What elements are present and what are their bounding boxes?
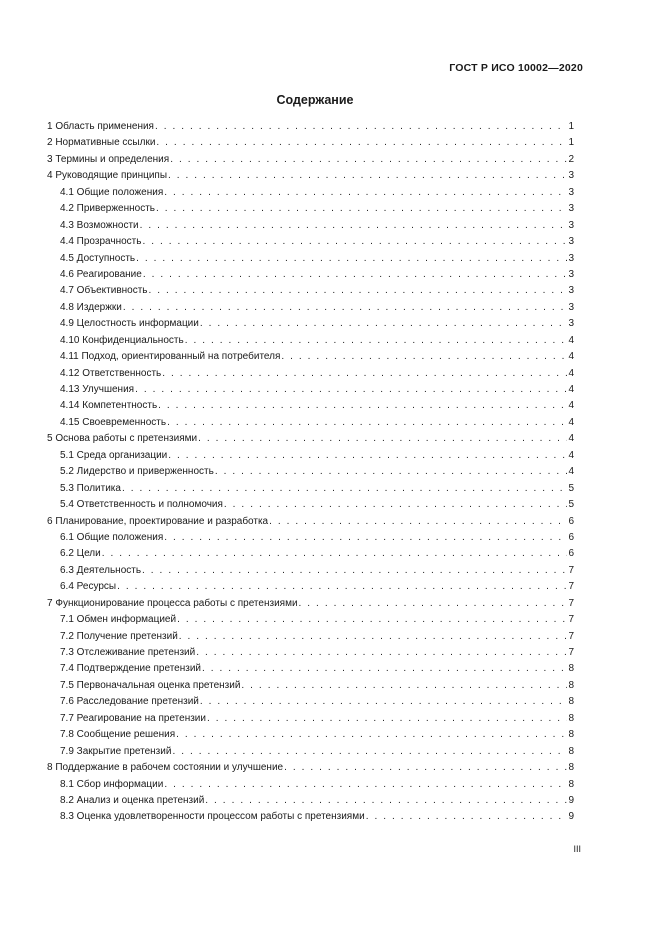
toc-entry-page: 6 — [568, 515, 574, 527]
toc-entry-page: 8 — [568, 778, 574, 790]
toc-entry[interactable] — [47, 711, 574, 727]
toc-dot-leader — [142, 563, 567, 579]
toc-entry[interactable] — [47, 283, 574, 299]
toc-entry-page: 7 — [568, 630, 574, 642]
toc-entry-page: 8 — [568, 696, 574, 708]
toc-entry-label: 7.1 Обмен информацией — [60, 614, 177, 626]
toc-dot-leader — [164, 777, 567, 793]
toc-entry-page: 3 — [568, 219, 574, 231]
toc-dot-leader — [200, 694, 568, 710]
toc-entry-page: 4 — [568, 384, 574, 395]
toc-entry-page: 5 — [568, 499, 574, 511]
toc-entry[interactable] — [47, 793, 574, 809]
toc-entry[interactable] — [47, 448, 574, 464]
toc-entry-page: 8 — [568, 663, 574, 675]
toc-entry-page: 3 — [568, 236, 574, 248]
toc-entry[interactable] — [47, 415, 574, 431]
toc-entry[interactable] — [47, 596, 574, 612]
toc-dot-leader — [200, 316, 568, 332]
toc-entry[interactable] — [47, 218, 574, 234]
toc-dot-leader — [366, 809, 568, 825]
toc-dot-leader — [164, 185, 567, 201]
toc-entry[interactable] — [47, 300, 574, 316]
toc-entry[interactable] — [47, 152, 574, 168]
toc-entry-page: 1 — [568, 121, 574, 132]
toc-dot-leader — [224, 497, 568, 513]
toc-entry[interactable] — [47, 661, 574, 677]
toc-entry-page: 8 — [568, 762, 574, 774]
toc-entry-label: 1 Область применения — [47, 121, 154, 132]
toc-entry-label: 4.11 Подход, ориентированный на потребителя — [60, 351, 281, 363]
toc-entry[interactable] — [47, 563, 574, 579]
toc-entry-label: 5.4 Ответственность и полномочия — [60, 499, 223, 511]
toc-entry-label: 7.6 Расследование претензий — [60, 696, 199, 708]
toc-entry-label: 4.15 Своевременность — [60, 416, 167, 428]
toc-entry-label: 4.5 Доступность — [60, 252, 136, 264]
toc-entry[interactable] — [47, 744, 574, 760]
toc-entry-label: 4.8 Издержки — [60, 301, 122, 313]
toc-entry-page: 3 — [568, 170, 574, 182]
toc-entry[interactable] — [47, 382, 574, 398]
toc-entry-page: 7 — [568, 647, 574, 658]
toc-entry-label: 7 Функционирование процесса работы с претензиями — [47, 597, 298, 609]
document-code-header: ГОСТ Р ИСО 10002—2020 — [449, 62, 583, 74]
toc-dot-leader — [215, 464, 568, 480]
toc-dot-leader — [284, 760, 567, 776]
toc-entry[interactable] — [47, 530, 574, 546]
toc-entry-label: 2 Нормативные ссылки — [47, 137, 156, 149]
toc-entry[interactable] — [47, 168, 574, 184]
toc-entry[interactable] — [47, 234, 574, 250]
toc-entry-label: 4.2 Приверженность — [60, 203, 155, 215]
table-of-contents — [47, 119, 574, 826]
toc-entry-page: 2 — [568, 153, 574, 165]
toc-entry-page: 1 — [568, 137, 574, 149]
toc-entry-page: 7 — [568, 581, 574, 593]
toc-dot-leader — [102, 546, 568, 562]
toc-dot-leader — [122, 481, 567, 497]
toc-entry-label: 4.1 Общие положения — [60, 186, 164, 198]
toc-entry-label: 7.3 Отслеживание претензий — [60, 647, 196, 658]
page-title: Содержание — [276, 93, 354, 107]
toc-dot-leader — [172, 744, 567, 760]
toc-entry[interactable] — [47, 612, 574, 628]
toc-dot-leader — [269, 514, 567, 530]
toc-entry[interactable] — [47, 678, 574, 694]
toc-entry-label: 4.13 Улучшения — [60, 384, 135, 395]
toc-entry-label: 8 Поддержание в рабочем состоянии и улучшение — [47, 762, 284, 774]
toc-entry-label: 6 Планирование, проектирование и разработка — [47, 515, 269, 527]
toc-entry-label: 7.7 Реагирование на претензии — [60, 712, 206, 724]
toc-entry[interactable] — [47, 185, 574, 201]
toc-entry[interactable] — [47, 464, 574, 480]
toc-entry[interactable] — [47, 398, 574, 414]
toc-entry-label: 6.1 Общие положения — [60, 531, 164, 543]
toc-entry-page: 4 — [568, 416, 574, 428]
toc-entry-page: 6 — [568, 548, 574, 560]
toc-dot-leader — [168, 448, 567, 464]
toc-entry-page: 7 — [568, 564, 574, 576]
toc-dot-leader — [241, 678, 567, 694]
toc-entry-page: 4 — [568, 400, 574, 412]
toc-entry-label: 7.9 Закрытие претензий — [60, 745, 172, 757]
toc-entry-page: 3 — [568, 203, 574, 215]
toc-entry-label: 8.3 Оценка удовлетворенности процессом работы с претензиями — [60, 811, 365, 823]
toc-dot-leader — [158, 398, 567, 414]
toc-entry-label: 5.1 Среда организации — [60, 449, 168, 461]
toc-entry-page: 3 — [568, 285, 574, 297]
toc-dot-leader — [143, 267, 568, 283]
toc-entry-label: 4.4 Прозрачность — [60, 236, 142, 248]
toc-entry-page: 9 — [568, 811, 574, 823]
toc-entry-page: 7 — [568, 597, 574, 609]
toc-entry-page: 7 — [568, 614, 574, 626]
toc-dot-leader — [135, 382, 567, 398]
toc-entry-label: 5.3 Политика — [60, 482, 121, 494]
toc-entry[interactable] — [47, 727, 574, 743]
toc-entry-label: 6.4 Ресурсы — [60, 581, 117, 593]
toc-dot-leader — [205, 793, 567, 809]
toc-entry[interactable] — [47, 579, 574, 595]
toc-entry[interactable] — [47, 809, 574, 825]
toc-entry[interactable] — [47, 201, 574, 217]
toc-dot-leader — [202, 661, 567, 677]
toc-dot-leader — [117, 579, 567, 595]
toc-entry[interactable] — [47, 645, 574, 661]
toc-entry-page: 3 — [568, 268, 574, 280]
toc-entry[interactable] — [47, 431, 574, 447]
toc-dot-leader — [140, 218, 568, 234]
toc-entry-page: 8 — [568, 679, 574, 691]
toc-dot-leader — [123, 300, 568, 316]
toc-entry-page: 4 — [568, 466, 574, 478]
toc-entry-label: 4.12 Ответственность — [60, 367, 162, 379]
toc-dot-leader — [196, 645, 567, 661]
toc-dot-leader — [155, 119, 567, 135]
toc-entry[interactable] — [47, 760, 574, 776]
toc-entry[interactable] — [47, 366, 574, 382]
toc-entry-label: 4 Руководящие принципы — [47, 170, 168, 182]
toc-dot-leader — [207, 711, 567, 727]
toc-entry[interactable] — [47, 694, 574, 710]
toc-entry[interactable] — [47, 514, 574, 530]
toc-entry-label: 7.2 Получение претензий — [60, 630, 178, 642]
toc-entry-page: 3 — [568, 186, 574, 198]
toc-dot-leader — [170, 152, 567, 168]
toc-dot-leader — [162, 366, 567, 382]
toc-entry[interactable] — [47, 497, 574, 513]
toc-entry-label: 4.10 Конфиденциальность — [60, 334, 184, 346]
toc-entry-page: 4 — [568, 334, 574, 346]
toc-entry[interactable] — [47, 333, 574, 349]
toc-dot-leader — [177, 612, 567, 628]
toc-entry-label: 6.2 Цели — [60, 548, 101, 560]
toc-dot-leader — [136, 251, 567, 267]
toc-entry-page: 3 — [568, 301, 574, 313]
toc-entry-page: 4 — [568, 351, 574, 363]
toc-dot-leader — [198, 431, 567, 447]
toc-entry-label: 8.1 Сбор информации — [60, 778, 164, 790]
toc-entry-label: 5.2 Лидерство и приверженность — [60, 466, 214, 478]
toc-dot-leader — [156, 201, 567, 217]
toc-dot-leader — [176, 727, 567, 743]
toc-entry[interactable] — [47, 119, 574, 135]
toc-entry[interactable] — [47, 546, 574, 562]
toc-entry-label: 4.3 Возможности — [60, 219, 139, 231]
toc-entry-page: 9 — [568, 794, 574, 806]
toc-dot-leader — [164, 530, 567, 546]
toc-entry[interactable] — [47, 267, 574, 283]
toc-entry-page: 3 — [568, 318, 574, 330]
toc-entry[interactable] — [47, 316, 574, 332]
toc-entry-page: 4 — [568, 449, 574, 461]
toc-entry-label: 4.7 Объективность — [60, 285, 148, 297]
toc-entry-label: 7.4 Подтверждение претензий — [60, 663, 201, 675]
toc-entry-page: 8 — [568, 745, 574, 757]
toc-entry[interactable] — [47, 135, 574, 151]
toc-dot-leader — [168, 168, 567, 184]
toc-entry-label: 5 Основа работы с претензиями — [47, 433, 198, 445]
toc-entry-page: 3 — [568, 252, 574, 264]
toc-entry-page: 8 — [568, 729, 574, 741]
toc-entry-label: 6.3 Деятельность — [60, 564, 142, 576]
toc-entry[interactable] — [47, 251, 574, 267]
toc-entry[interactable] — [47, 481, 574, 497]
toc-entry-label: 7.8 Сообщение решения — [60, 729, 176, 741]
toc-entry-label: 7.5 Первоначальная оценка претензий — [60, 679, 241, 691]
toc-entry-label: 4.6 Реагирование — [60, 268, 142, 280]
toc-dot-leader — [149, 283, 568, 299]
page-number: III — [573, 844, 581, 854]
toc-entry-page: 8 — [568, 712, 574, 724]
toc-dot-leader — [167, 415, 567, 431]
toc-entry-page: 6 — [568, 531, 574, 543]
toc-entry-page: 5 — [568, 482, 574, 494]
toc-entry-page: 4 — [568, 433, 574, 445]
toc-entry[interactable] — [47, 629, 574, 645]
toc-entry-label: 4.14 Компетентность — [60, 400, 158, 412]
toc-dot-leader — [156, 135, 567, 151]
toc-entry-page: 4 — [568, 367, 574, 379]
toc-dot-leader — [185, 333, 568, 349]
toc-dot-leader — [281, 349, 567, 365]
toc-dot-leader — [142, 234, 567, 250]
toc-entry[interactable] — [47, 777, 574, 793]
toc-entry-label: 3 Термины и определения — [47, 153, 170, 165]
toc-dot-leader — [299, 596, 568, 612]
toc-entry-label: 8.2 Анализ и оценка претензий — [60, 794, 205, 806]
toc-entry-label: 4.9 Целостность информации — [60, 318, 199, 330]
toc-dot-leader — [179, 629, 568, 645]
toc-entry[interactable] — [47, 349, 574, 365]
